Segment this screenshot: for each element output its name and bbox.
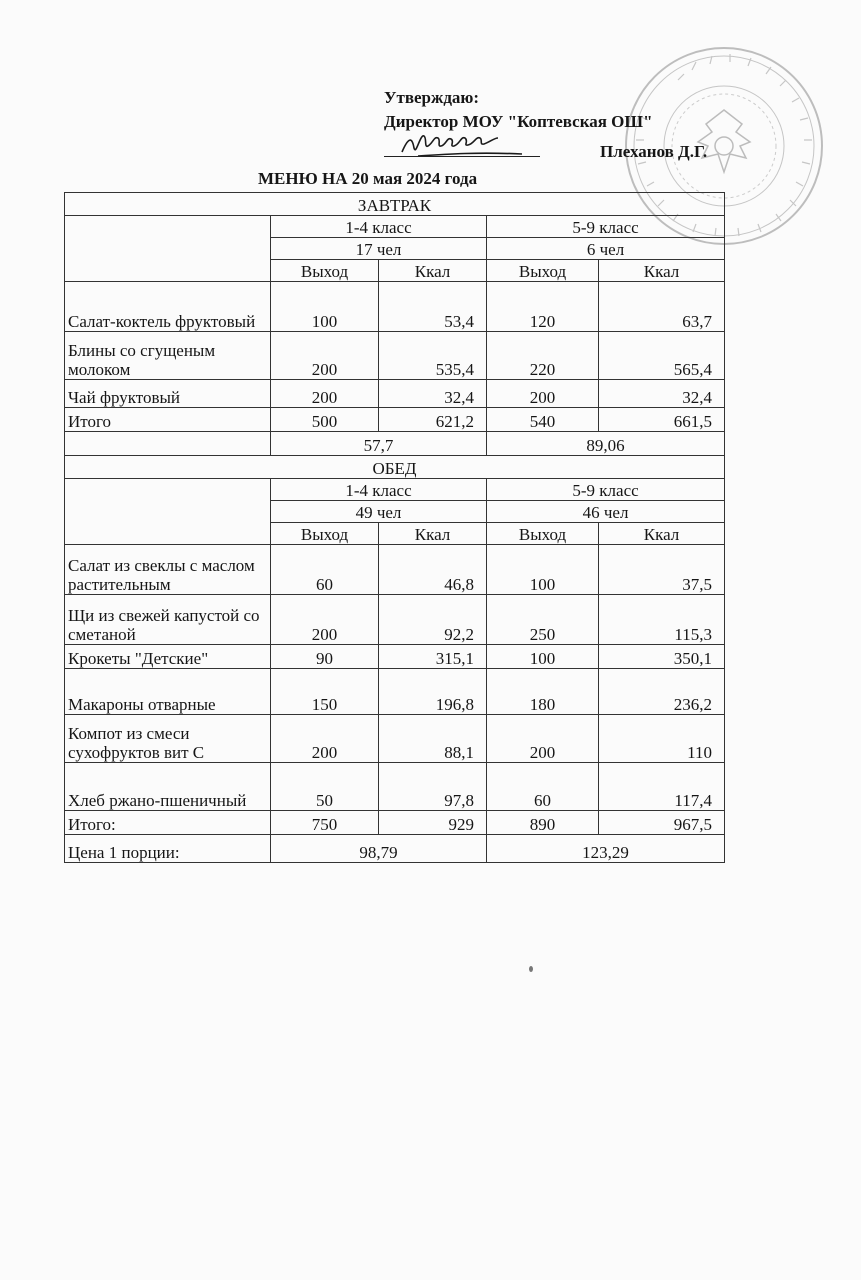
dish-name: Блины со сгущеным молоком bbox=[65, 332, 271, 380]
table-row bbox=[65, 763, 725, 811]
kcal-value: 196,8 bbox=[379, 669, 487, 715]
breakfast-price-group2: 89,06 bbox=[487, 432, 725, 456]
price-label: Цена 1 порции: bbox=[65, 835, 271, 863]
breakfast-people-group2: 6 чел bbox=[487, 238, 725, 260]
kcal-value: 92,2 bbox=[379, 595, 487, 645]
dish-name: Чай фруктовый bbox=[65, 380, 271, 408]
table-row bbox=[65, 282, 725, 332]
kcal-value: 621,2 bbox=[379, 408, 487, 432]
kcal-value: 32,4 bbox=[379, 380, 487, 408]
lunch-people-group1: 49 чел bbox=[271, 501, 487, 523]
table-row bbox=[65, 595, 725, 645]
yield-value: 200 bbox=[487, 380, 599, 408]
yield-value: 200 bbox=[271, 595, 379, 645]
table-row bbox=[65, 715, 725, 763]
column-kcal-header: Ккал bbox=[599, 260, 725, 282]
breakfast-price-group1: 57,7 bbox=[271, 432, 487, 456]
breakfast-header: ЗАВТРАК bbox=[65, 193, 725, 216]
yield-value: 120 bbox=[487, 282, 599, 332]
lunch-people-group2: 46 чел bbox=[487, 501, 725, 523]
table-row bbox=[65, 380, 725, 408]
document-title: МЕНЮ НА 20 мая 2024 года bbox=[258, 169, 478, 188]
dish-name: Крокеты "Детские" bbox=[65, 645, 271, 669]
yield-value: 890 bbox=[487, 811, 599, 835]
kcal-value: 117,4 bbox=[599, 763, 725, 811]
kcal-value: 236,2 bbox=[599, 669, 725, 715]
signature-line bbox=[384, 156, 540, 157]
yield-value: 220 bbox=[487, 332, 599, 380]
scan-speck bbox=[529, 966, 533, 972]
lunch-price-group2: 123,29 bbox=[487, 835, 725, 863]
kcal-value: 63,7 bbox=[599, 282, 725, 332]
yield-value: 500 bbox=[271, 408, 379, 432]
kcal-value: 315,1 bbox=[379, 645, 487, 669]
table-row bbox=[65, 669, 725, 715]
lunch-group1-header: 1-4 класс bbox=[271, 479, 487, 501]
kcal-value: 110 bbox=[599, 715, 725, 763]
lunch-header: ОБЕД bbox=[65, 456, 725, 479]
dish-name: Салат-коктель фруктовый bbox=[65, 282, 271, 332]
dish-name: Компот из смеси сухофруктов вит С bbox=[65, 715, 271, 763]
kcal-value: 929 bbox=[379, 811, 487, 835]
breakfast-group1-header: 1-4 класс bbox=[271, 216, 487, 238]
approval-heading: Утверждаю: bbox=[384, 88, 480, 107]
dish-name: Макароны отварные bbox=[65, 669, 271, 715]
yield-value: 250 bbox=[487, 595, 599, 645]
breakfast-total-blank bbox=[65, 432, 271, 456]
total-label: Итого: bbox=[65, 811, 271, 835]
yield-value: 200 bbox=[271, 715, 379, 763]
kcal-value: 967,5 bbox=[599, 811, 725, 835]
director-position: Директор МОУ "Коптевская ОШ" bbox=[384, 112, 653, 131]
table-row bbox=[65, 408, 725, 432]
breakfast-section bbox=[65, 193, 725, 456]
yield-value: 100 bbox=[271, 282, 379, 332]
table-row bbox=[65, 545, 725, 595]
yield-value: 60 bbox=[487, 763, 599, 811]
table-row bbox=[65, 811, 725, 835]
yield-value: 750 bbox=[271, 811, 379, 835]
kcal-value: 350,1 bbox=[599, 645, 725, 669]
column-yield-header: Выход bbox=[487, 260, 599, 282]
column-kcal-header: Ккал bbox=[599, 523, 725, 545]
dish-name: Хлеб ржано-пшеничный bbox=[65, 763, 271, 811]
yield-value: 90 bbox=[271, 645, 379, 669]
kcal-value: 46,8 bbox=[379, 545, 487, 595]
kcal-value: 32,4 bbox=[599, 380, 725, 408]
column-kcal-header: Ккал bbox=[379, 523, 487, 545]
kcal-value: 115,3 bbox=[599, 595, 725, 645]
kcal-value: 535,4 bbox=[379, 332, 487, 380]
yield-value: 540 bbox=[487, 408, 599, 432]
column-kcal-header: Ккал bbox=[379, 260, 487, 282]
yield-value: 200 bbox=[271, 380, 379, 408]
table-row bbox=[65, 332, 725, 380]
yield-value: 200 bbox=[271, 332, 379, 380]
yield-value: 200 bbox=[487, 715, 599, 763]
table-row bbox=[65, 645, 725, 669]
kcal-value: 97,8 bbox=[379, 763, 487, 811]
director-name: Плеханов Д.Г. bbox=[600, 142, 708, 161]
total-label: Итого bbox=[65, 408, 271, 432]
signature-row bbox=[384, 136, 744, 164]
lunch-group2-header: 5-9 класс bbox=[487, 479, 725, 501]
yield-value: 100 bbox=[487, 545, 599, 595]
column-yield-header: Выход bbox=[271, 260, 379, 282]
approval-block bbox=[384, 86, 653, 134]
breakfast-group2-header: 5-9 класс bbox=[487, 216, 725, 238]
breakfast-people-group1: 17 чел bbox=[271, 238, 487, 260]
lunch-blank-cell bbox=[65, 479, 271, 545]
lunch-price-group1: 98,79 bbox=[271, 835, 487, 863]
yield-value: 180 bbox=[487, 669, 599, 715]
lunch-section bbox=[65, 456, 725, 863]
yield-value: 100 bbox=[487, 645, 599, 669]
yield-value: 50 bbox=[271, 763, 379, 811]
yield-value: 150 bbox=[271, 669, 379, 715]
kcal-value: 88,1 bbox=[379, 715, 487, 763]
kcal-value: 565,4 bbox=[599, 332, 725, 380]
dish-name: Салат из свеклы с маслом растительным bbox=[65, 545, 271, 595]
kcal-value: 53,4 bbox=[379, 282, 487, 332]
dish-name: Щи из свежей капустой со сметаной bbox=[65, 595, 271, 645]
column-yield-header: Выход bbox=[271, 523, 379, 545]
kcal-value: 37,5 bbox=[599, 545, 725, 595]
menu-table bbox=[64, 192, 725, 863]
breakfast-blank-cell bbox=[65, 216, 271, 282]
kcal-value: 661,5 bbox=[599, 408, 725, 432]
yield-value: 60 bbox=[271, 545, 379, 595]
column-yield-header: Выход bbox=[487, 523, 599, 545]
